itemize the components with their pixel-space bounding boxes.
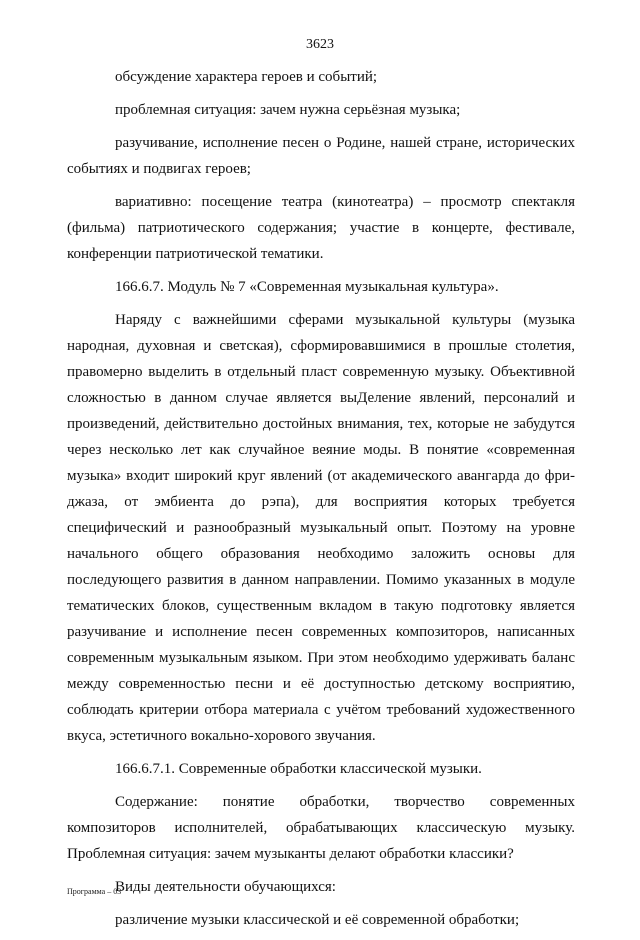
subsection-heading: 166.6.7.1. Современные обработки классической музыки. — [115, 761, 482, 777]
section-heading: 166.6.7. Модуль № 7 «Современная музыкальная культура». — [115, 279, 499, 295]
paragraph: различение музыки классической и её современной обработки; — [115, 912, 520, 928]
document-body — [67, 64, 575, 940]
paragraph: обсуждение характера героев и событий; — [115, 69, 378, 85]
paragraph: Виды деятельности обучающихся: — [115, 879, 336, 895]
footer-note: Программа – 03 — [67, 887, 122, 896]
paragraph: разучивание, исполнение песен о Родине, нашей стране, исторических событиях и подвигах героев; — [67, 135, 575, 177]
paragraph: проблемная ситуация: зачем нужна серьёзная музыка; — [115, 102, 461, 118]
paragraph: Содержание: понятие обработки, творчество современных композиторов исполнителей, обрабатывающих классическую музыку. Проблемная ситуация: зачем музыканты делают обработки классики? — [67, 794, 575, 862]
paragraph: вариативно: посещение театра (кинотеатра) – просмотр спектакля (фильма) патриотического содержания; участие в концерте, фестивале, конференции патриотической тематики. — [67, 194, 575, 262]
page-number: 3623 — [306, 37, 334, 52]
paragraph: Наряду с важнейшими сферами музыкальной культуры (музыка народная, духовная и светская), сформировавшимися в прошлые столетия, правомерно выделить в отдельный пласт современную музыку. Объективной сложностью в данном случае является выДеление явлений, персоналий и произведений, действительно достойных внимания, тех, которые не забудутся через несколько лет как случайное веяние моды. В понятие «современная музыка» входит широкий круг явлений (от академического авангарда до фри-джаза, от эмбиента до рэпа), для восприятия которых требуется специфический и разнообразный музыкальный опыт. Поэтому на уровне начального общего образования необходимо заложить основы для последующего развития в данном направлении. Помимо указанных в модуле тематических блоков, существенным вкладом в такую подготовку является разучивание и исполнение песен современных композиторов, написанных современным музыкальным языком. При этом необходимо удерживать баланс между современностью песни и её доступностью детскому восприятию, соблюдать критерии отбора материала с учётом требований художественного вкуса, эстетичного вокально-хорового звучания. — [67, 312, 575, 744]
